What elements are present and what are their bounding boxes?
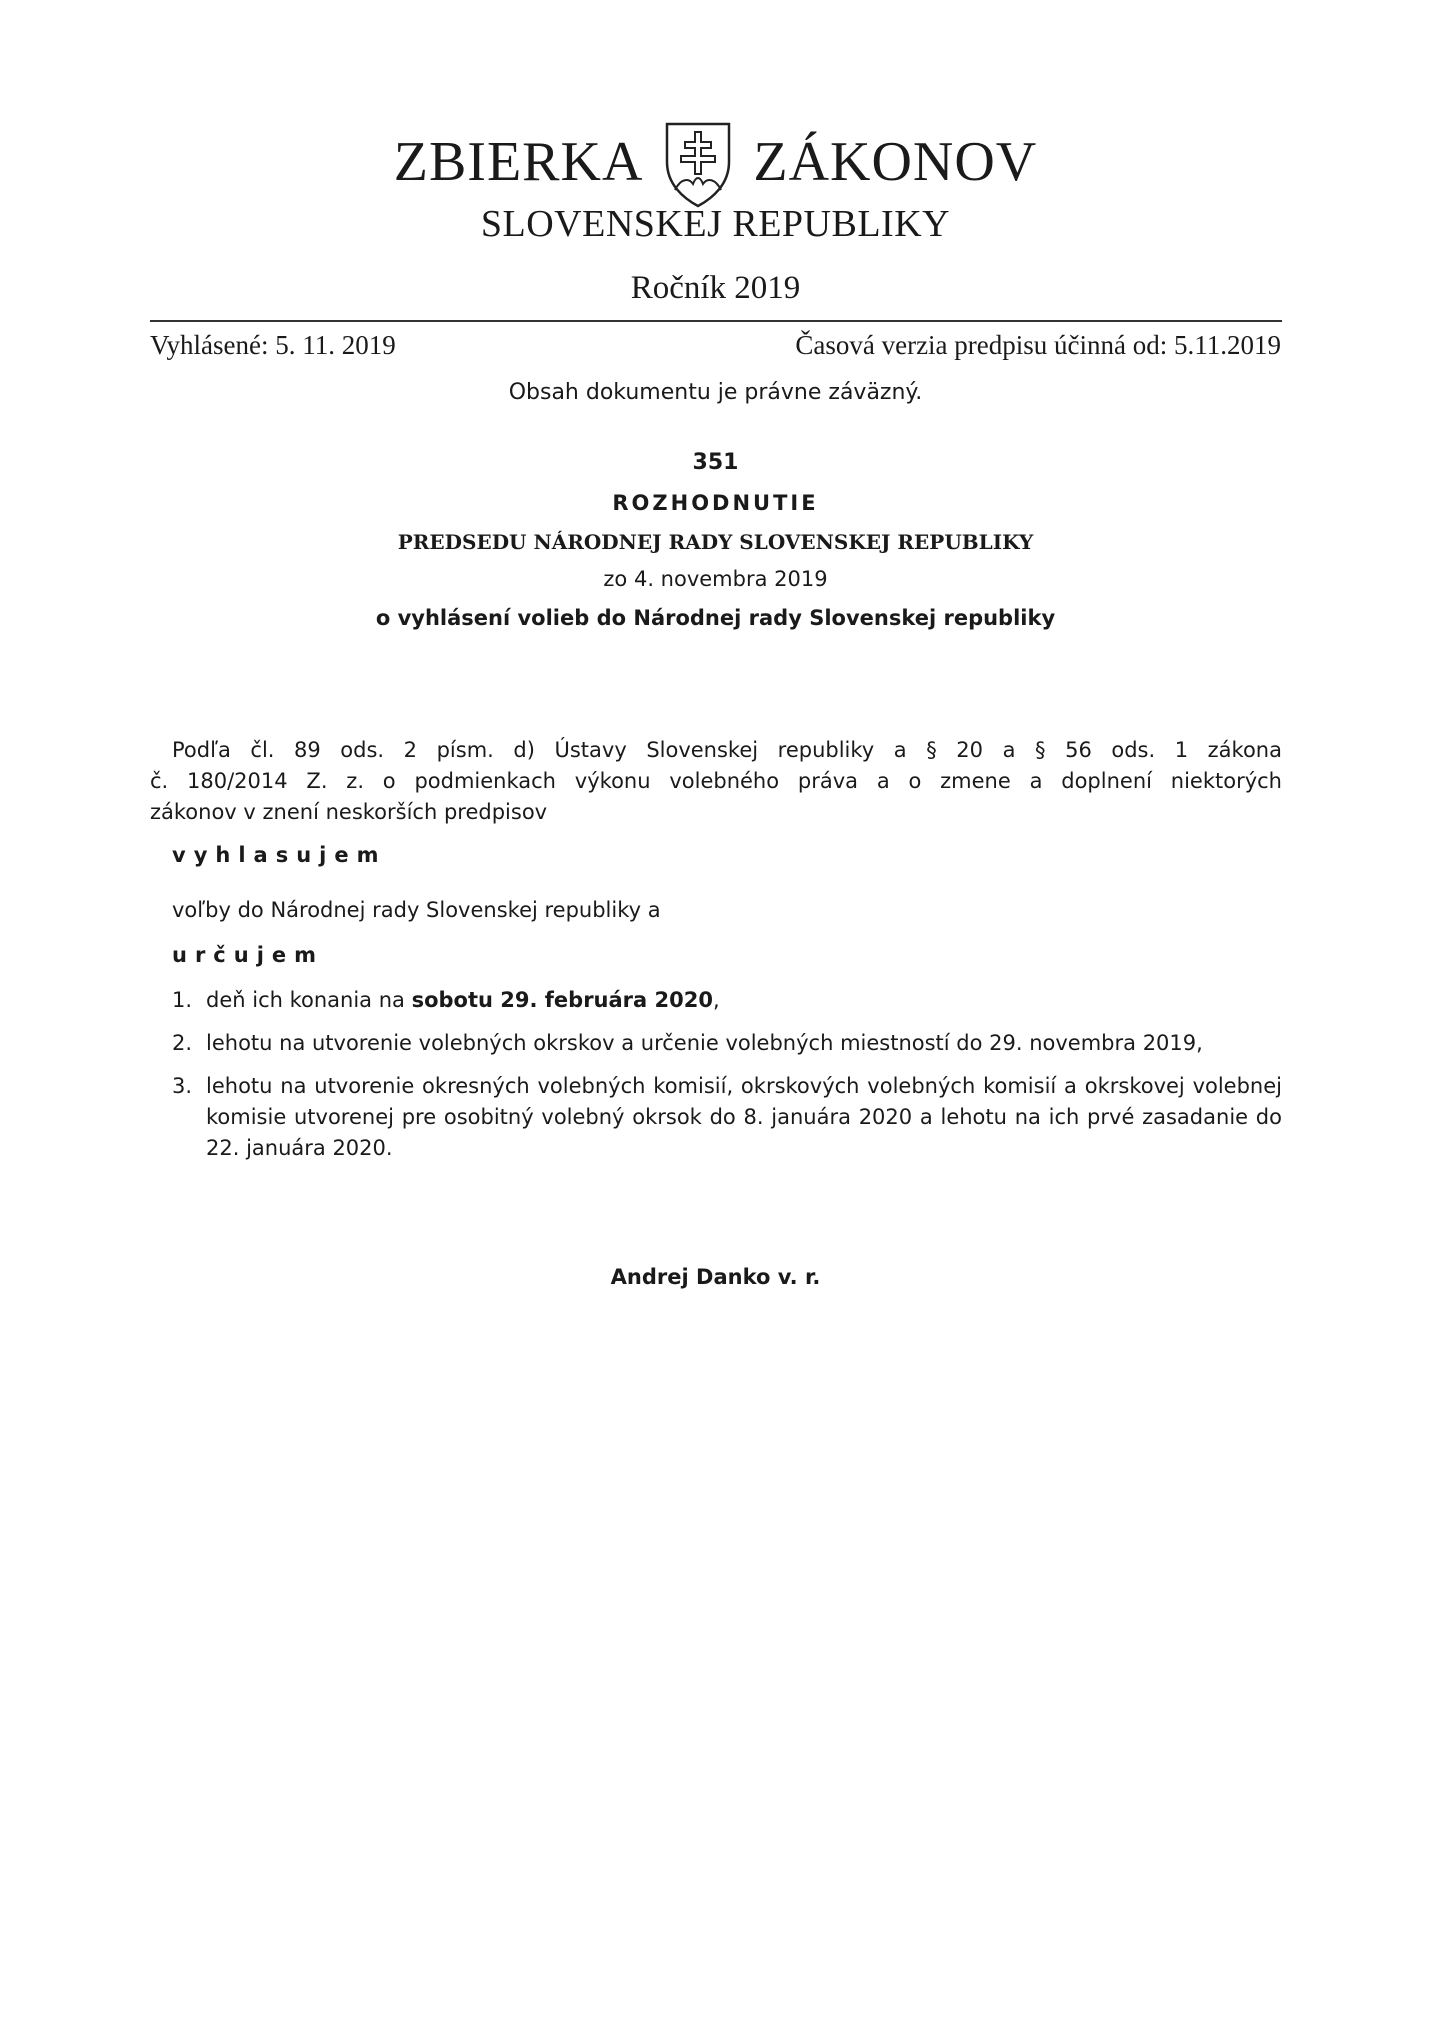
coat-of-arms-icon: [661, 118, 735, 210]
keyword-vyhlasujem: vyhlasujem: [172, 843, 387, 867]
intro-line: č. 180/2014 Z. z. o podmienkach výkonu volebného práva a o zmene a doplnení niektorých: [150, 769, 1282, 793]
masthead-right-word: ZÁKONOV: [753, 131, 1038, 193]
intro-paragraph: [150, 735, 1282, 828]
body-sentence: voľby do Národnej rady Slovenskej republiky a: [172, 898, 661, 922]
intro-line: zákonov v znení neskorších predpisov: [150, 800, 548, 824]
list-item-number: 3.: [172, 1074, 193, 1098]
keyword-urcujem: určujem: [172, 943, 325, 967]
decision-date: zo 4. novembra 2019: [603, 567, 828, 591]
announced-date: Vyhlásené: 5. 11. 2019: [150, 330, 396, 360]
masthead-subtitle: SLOVENSKEJ REPUBLIKY: [480, 203, 951, 245]
legal-note: Obsah dokumentu je právne záväzný.: [508, 380, 923, 405]
decision-number: 351: [692, 450, 739, 475]
list-item-text: lehotu na utvorenie okresných volebných komisií, okrskových volebných komisií a okrskovej volebnej komisie utvorenej pre osobitný volebný okrsok do 8. januára 2020 a lehotu na ich prvé zasadanie do 22. januára 2020.: [206, 1074, 1282, 1160]
determination-list: [172, 985, 1282, 1176]
decision-issuer: PREDSEDU NÁRODNEJ RADY SLOVENSKEJ REPUBLIKY: [397, 530, 1034, 554]
list-item-bold: sobotu 29. februára 2020: [411, 988, 713, 1012]
signature: Andrej Danko v. r.: [610, 1265, 821, 1289]
list-item: [172, 1028, 1282, 1059]
valid-from-date: Časová verzia predpisu účinná od: 5.11.2019: [795, 330, 1281, 360]
decision-type: ROZHODNUTIE: [612, 491, 819, 515]
decision-subject: o vyhlásení volieb do Národnej rady Slovenskej republiky: [375, 606, 1056, 630]
list-item: [172, 1071, 1282, 1164]
list-item-number: 2.: [172, 1031, 193, 1055]
list-item-text: lehotu na utvorenie volebných okrskov a určenie volebných miestností do 29. novembra 2019,: [206, 1031, 1203, 1055]
list-item-text: deň ich konania na: [206, 988, 412, 1012]
list-item-number: 1.: [172, 988, 193, 1012]
volume-year: Ročník 2019: [630, 270, 801, 306]
list-item-suffix: ,: [712, 988, 720, 1012]
header-divider: [150, 320, 1282, 322]
intro-line: Podľa čl. 89 ods. 2 písm. d) Ústavy Slovenskej republiky a § 20 a § 56 ods. 1 zákona: [172, 738, 1282, 762]
list-item: [172, 985, 1282, 1016]
masthead-left-word: ZBIERKA: [393, 131, 644, 193]
masthead: [0, 118, 1431, 210]
